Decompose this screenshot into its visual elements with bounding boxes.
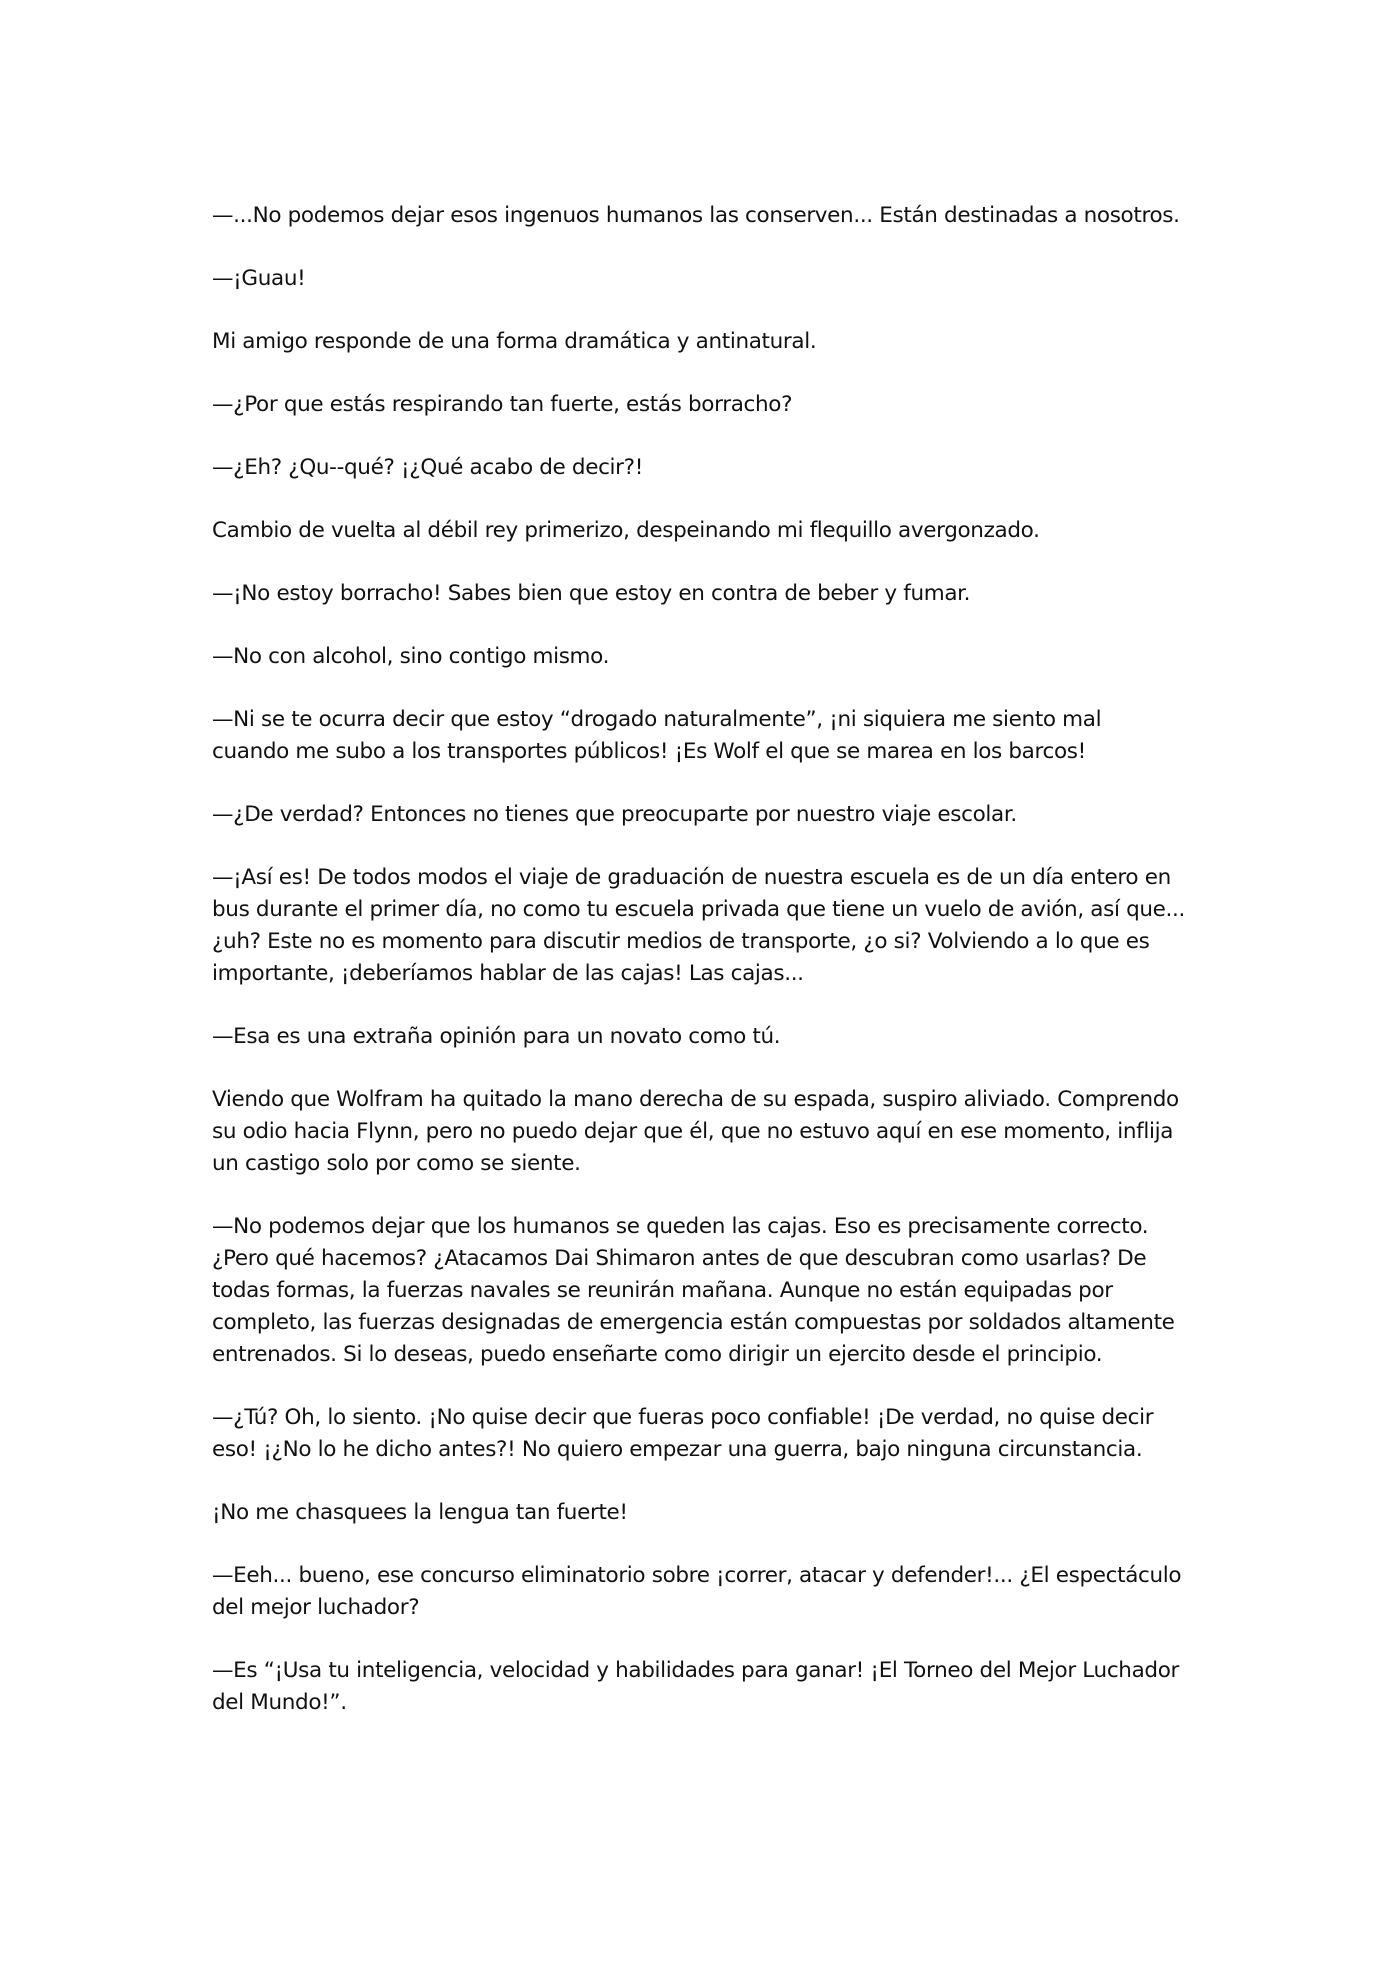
text-line: —Eeh... bueno, ese concurso eliminatorio sobre ¡correr, atacar y defender!... ¿El espectáculo bbox=[212, 1563, 1182, 1588]
text-line: —¿De verdad? Entonces no tienes que preocuparte por nuestro viaje escolar. bbox=[212, 802, 1017, 827]
paragraph bbox=[212, 641, 1197, 673]
paragraph bbox=[212, 515, 1197, 547]
paragraph bbox=[212, 704, 1197, 768]
text-line: —...No podemos dejar esos ingenuos humanos las conserven... Están destinadas a nosotros. bbox=[212, 203, 1180, 228]
text-line: cuando me subo a los transportes públicos! ¡Es Wolf el que se marea en los barcos! bbox=[212, 739, 1086, 764]
text-line: su odio hacia Flynn, pero no puedo dejar que él, que no estuvo aquí en ese momento, inflija bbox=[212, 1119, 1174, 1144]
text-line: ¡No me chasquees la lengua tan fuerte! bbox=[212, 1500, 628, 1525]
text-line: Viendo que Wolfram ha quitado la mano derecha de su espada, suspiro aliviado. Comprendo bbox=[212, 1087, 1179, 1112]
text-line: —Es “¡Usa tu inteligencia, velocidad y habilidades para ganar! ¡El Torneo del Mejor Luchador bbox=[212, 1658, 1179, 1683]
text-line: un castigo solo por como se siente. bbox=[212, 1151, 581, 1176]
text-line: eso! ¡¿No lo he dicho antes?! No quiero empezar una guerra, bajo ninguna circunstancia. bbox=[212, 1437, 1143, 1462]
paragraph bbox=[212, 452, 1197, 484]
text-line: entrenados. Si lo deseas, puedo enseñarte como dirigir un ejercito desde el principio. bbox=[212, 1342, 1103, 1367]
text-line: —Esa es una extraña opinión para un novato como tú. bbox=[212, 1024, 781, 1049]
text-line: Cambio de vuelta al débil rey primerizo, despeinando mi flequillo avergonzado. bbox=[212, 518, 1040, 543]
text-line: —¡No estoy borracho! Sabes bien que estoy en contra de beber y fumar. bbox=[212, 581, 971, 606]
text-line: —No con alcohol, sino contigo mismo. bbox=[212, 644, 610, 669]
text-line: —¡Así es! De todos modos el viaje de graduación de nuestra escuela es de un día entero en bbox=[212, 865, 1171, 890]
paragraph bbox=[212, 799, 1197, 831]
paragraph bbox=[212, 1084, 1197, 1180]
text-line: bus durante el primer día, no como tu escuela privada que tiene un vuelo de avión, así que... bbox=[212, 897, 1185, 922]
paragraph bbox=[212, 862, 1197, 990]
paragraph bbox=[212, 326, 1197, 358]
paragraph bbox=[212, 263, 1197, 295]
paragraph bbox=[212, 1021, 1197, 1053]
paragraph bbox=[212, 1497, 1197, 1529]
paragraph bbox=[212, 1211, 1197, 1371]
text-line: Mi amigo responde de una forma dramática y antinatural. bbox=[212, 329, 817, 354]
text-line: importante, ¡deberíamos hablar de las cajas! Las cajas... bbox=[212, 961, 804, 986]
text-line: —¿Por que estás respirando tan fuerte, estás borracho? bbox=[212, 392, 793, 417]
text-line: del mejor luchador? bbox=[212, 1595, 420, 1620]
text-line: del Mundo!”. bbox=[212, 1690, 347, 1715]
paragraph bbox=[212, 389, 1197, 421]
text-line: ¿Pero qué hacemos? ¿Atacamos Dai Shimaron antes de que descubran como usarlas? De bbox=[212, 1246, 1147, 1271]
paragraph bbox=[212, 1402, 1197, 1466]
text-line: —¡Guau! bbox=[212, 266, 306, 291]
paragraph bbox=[212, 578, 1197, 610]
text-line: —¿Eh? ¿Qu--qué? ¡¿Qué acabo de decir?! bbox=[212, 455, 643, 480]
paragraph bbox=[212, 1655, 1197, 1719]
text-line: ¿uh? Este no es momento para discutir medios de transporte, ¿o si? Volviendo a lo que es bbox=[212, 929, 1150, 954]
text-line: completo, las fuerzas designadas de emergencia están compuestas por soldados altamente bbox=[212, 1310, 1175, 1335]
paragraph bbox=[212, 1560, 1197, 1624]
text-line: —¿Tú? Oh, lo siento. ¡No quise decir que fueras poco confiable! ¡De verdad, no quise decir bbox=[212, 1405, 1154, 1430]
text-line: —Ni se te ocurra decir que estoy “drogado naturalmente”, ¡ni siquiera me siento mal bbox=[212, 707, 1102, 732]
text-line: —No podemos dejar que los humanos se queden las cajas. Eso es precisamente correcto. bbox=[212, 1214, 1149, 1239]
document-body bbox=[212, 200, 1197, 1750]
paragraph bbox=[212, 200, 1197, 232]
text-line: todas formas, la fuerzas navales se reunirán mañana. Aunque no están equipadas por bbox=[212, 1278, 1113, 1303]
